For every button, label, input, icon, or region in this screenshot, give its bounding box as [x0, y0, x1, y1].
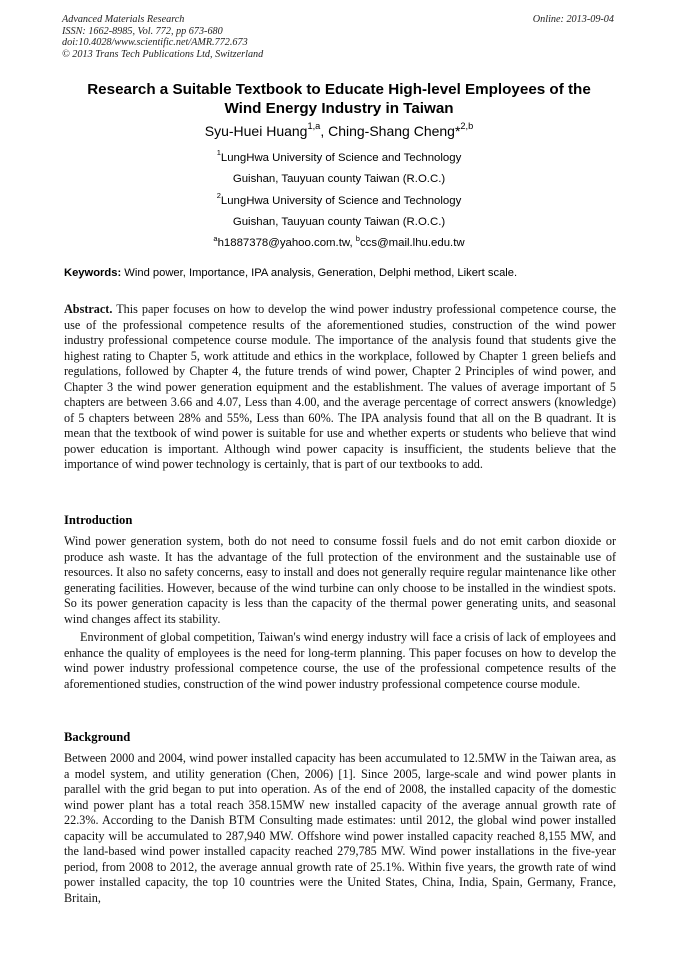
email-b-sup: b	[355, 233, 360, 243]
keywords-text: Wind power, Importance, IPA analysis, Generation, Delphi method, Likert scale.	[121, 267, 518, 279]
introduction-heading: Introduction	[64, 513, 133, 527]
copyright-line: © 2013 Trans Tech Publications Ltd, Switzerland	[62, 48, 264, 60]
aff-2-name: LungHwa University of Science and Technology	[220, 194, 462, 207]
abstract	[64, 302, 616, 473]
aff-2-number: 2	[216, 191, 221, 201]
background-paragraph-1: Between 2000 and 2004, wind power installed capacity has been accumulated to 12.5MW in the Taiwan area, as a model system, and utility generation (Chen, 2006) [1]. Since 2005, large-scale and wind power plants in parallel with the grid began to put into operation. As of the end of 2008, the installed capacity of the domestic wind power plant has a total reach 358.15MW new installed capacity of the average annual growth rate of 22.3%. According to the Danish BTM Consulting made estimates: until 2012, the global wind power installed capacity will be accumulated to 287,940 MW. Offshore wind power installed capacity reached 8,155 MW, and the land-based wind power installed capacity reached 279,785 MW. Wind power installations in the five-year period, from 2008 to 2012, the average annual growth rate of 25.1%. Within five years, the growth rate of wind power installed capacity, the top 10 countries were the United States, China, India, Spain, Germany, France, Britain,	[64, 751, 616, 905]
journal-name: Advanced Materials Research	[62, 14, 185, 25]
keywords-label: Keywords:	[64, 267, 122, 279]
online-date: Online: 2013-09-04	[532, 14, 614, 25]
abstract-label: Abstract.	[64, 302, 113, 316]
introduction-paragraph-2: Environment of global competition, Taiwan's wind energy industry will face a crisis of lack of employees and enhance the quality of employees is the need for long-term planning. This paper focuses on how to develop the wind power industry professional competence course, the use of the professional competence results of the aforementioned studies, construction of the wind power industry professional competence course module.	[64, 630, 616, 691]
author-1-name: Syu-Huei Huang	[204, 123, 308, 139]
email-line	[64, 233, 614, 254]
aff-1-number: 1	[216, 148, 221, 158]
email-b: ccs@mail.lhu.edu.tw	[359, 237, 465, 250]
author-2-sup: 2,b	[460, 121, 474, 132]
affiliations	[64, 148, 614, 254]
author-list	[64, 123, 614, 139]
aff-1-name: LungHwa University of Science and Technology	[220, 152, 462, 164]
affiliation-2-address: Guishan, Tauyuan county Taiwan (R.O.C.)	[232, 215, 446, 228]
affiliation-1-address: Guishan, Tauyuan county Taiwan (R.O.C.)	[232, 173, 446, 186]
keywords	[64, 267, 616, 279]
affiliation-1	[64, 148, 614, 169]
issn-line: ISSN: 1662-8985, Vol. 772, pp 673-680	[62, 25, 223, 37]
author-2-name: Ching-Shang Cheng*	[328, 123, 461, 139]
title-line-2: Wind Energy Industry in Taiwan	[224, 100, 454, 117]
author-separator: ,	[320, 123, 329, 139]
email-a: h1887378@yahoo.com.tw,	[217, 237, 356, 250]
journal-header	[62, 14, 263, 60]
title-line-1: Research a Suitable Textbook to Educate High-level Employees of the	[87, 81, 591, 98]
paper-title	[64, 80, 614, 118]
email-a-sup: a	[213, 233, 218, 243]
doi-line: doi:10.4028/www.scientific.net/AMR.772.673	[62, 37, 248, 49]
author-1-sup: 1,a	[307, 121, 321, 132]
background-heading: Background	[64, 730, 131, 744]
affiliation-2	[64, 191, 614, 212]
introduction-paragraph-1: Wind power generation system, both do not need to consume fossil fuels and do not emit carbon dioxide or produce ash waste. It has the advantage of the full protection of the environment and the sustainable use of resources. It also no safety concerns, easy to install and does not generally require regular maintenance like other generating facilities. However, because of the wind turbine can only choose to be installed in the windiest spots. So its power generation capacity is less than the capacity of the thermal power generating units, and seasonal wind changes affect its stability.	[64, 534, 616, 626]
abstract-text: This paper focuses on how to develop the wind power industry professional competence course, the use of the professional competence results of the aforementioned studies, construction of the wind power industry professional competence course module. The importance of the analysis found that students give the highest rating to Chapter 5, work attitude and ethics in the workplace, followed by Chapter 1 green beliefs and regulations, followed by Chapter 4, the future trends of wind power, Chapter 2 Principles of wind power, and Chapter 3 the wind power generation equipment and the establishment. The values of average important of 5 chapters are between 3.66 and 4.07, Less than 4.00, and the average percentage of correct answers (knowledge) of 5 chapters between 28% and 55%, Less than 60%. The IPA analysis found that all on the B quadrant. It is mean that the textbook of wind power is suitable for use and whether experts or students who believe that wind power education is important. Although wind power capacity is insufficient, the students believe that the importance of wind power technology is certainly, that is part of our textbooks to add.	[64, 302, 616, 471]
